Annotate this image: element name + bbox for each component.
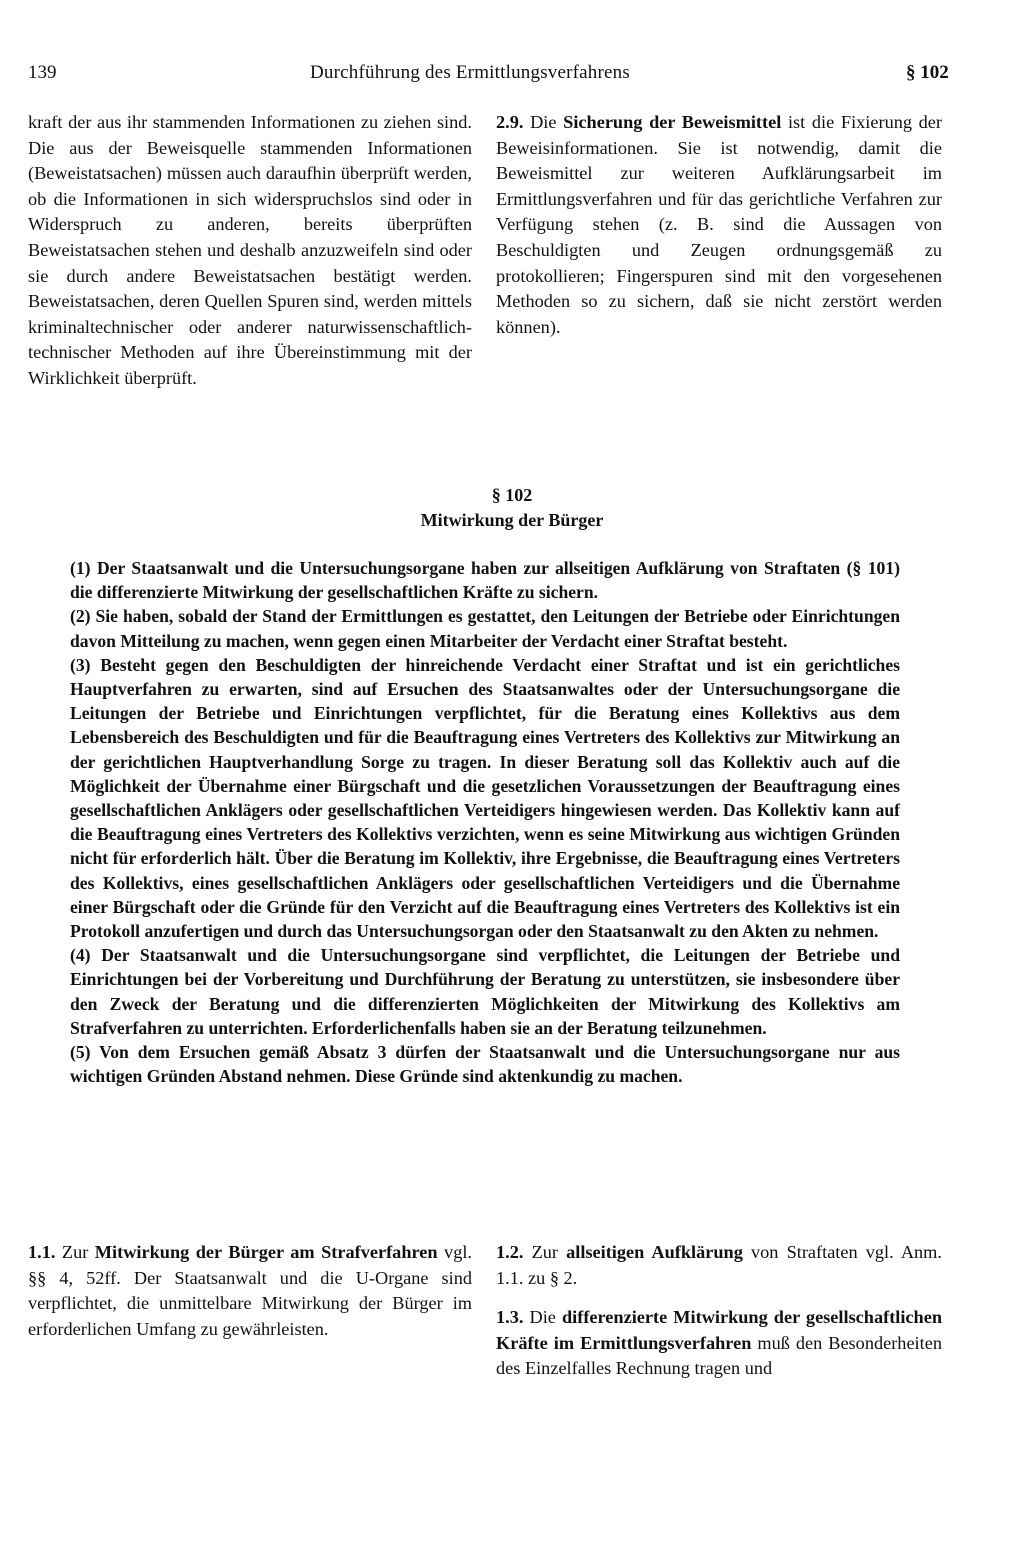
note-text: von Straftaten vgl. Anm. 1.1. zu § 2. [496, 1242, 942, 1288]
note-pre: Die [530, 112, 557, 132]
annotation-1-2 [496, 1240, 942, 1291]
commentary-paragraph: kraft der aus ihr stammenden Informationen zu ziehen sind. Die aus der Beweisquelle stammenden Informationen (Beweistatsachen) müssen auch daraufhin überprüft werden, ob die Informationen in sich widerspruchslos sind oder in Widerspruch zu anderen, bereits überprüften Beweistatsachen stehen und deshalb anzuzweifeln sind oder sie durch andere Beweistatsachen bestätigt werden. Beweistatsachen, deren Quellen Spuren sind, werden mittels kriminaltechnischer oder anderer naturwissenschaftlich-technischer Methoden auf ihre Übereinstimmung mit der Wirklichkeit überprüft. [28, 112, 472, 388]
notes-right-column [496, 1240, 942, 1382]
annotation-1-1 [28, 1240, 472, 1342]
annotation-1-3 [496, 1305, 942, 1382]
statute-paragraph-2: (2) Sie haben, sobald der Stand der Ermittlungen es gestattet, den Leitungen der Betriebe oder Einrichtungen davon Mitteilung zu machen, wenn gegen einen Mitarbeiter der Verdacht einer Straftat besteht. [70, 606, 900, 651]
spacer [496, 1291, 942, 1305]
statute-paragraph-1: (1) Der Staatsanwalt und die Untersuchungsorgane haben zur allseitigen Aufklärung von Straftaten (§ 101) die differenzierte Mitwirkung der gesellschaftlichen Kräfte zu sichern. [70, 558, 900, 603]
top-left-column [28, 110, 472, 392]
note-keyword: Mitwirkung der Bürger am Strafverfahren [94, 1242, 438, 1262]
note-keyword: Sicherung der Beweismittel [563, 112, 782, 132]
statute-paragraph-3: (3) Besteht gegen den Beschuldigten der hinreichende Verdacht einer Straftat und ist ein gerichtliches Hauptverfahren zu erwarten, sind auf Ersuchen des Staatsanwaltes oder der Untersuchungsorgane die Leitungen der Betriebe und Einrichtungen verpflichtet, für die Beratung eines Kollektivs aus dem Lebensbereich des Beschuldigten und für die Beauftragung eines Vertreters des Kollektivs zur Mitwirkung an der gerichtlichen Hauptverhandlung Sorge zu tragen. In dieser Beratung soll das Kollektiv auch auf die Möglichkeit der Übernahme einer Bürgschaft und die gesetzlichen Voraussetzungen der Beauftragung eines gesellschaftlichen Anklägers oder gesellschaftlichen Verteidigers hingewiesen werden. Das Kollektiv kann auf die Beauftragung eines Vertreters des Kollektivs verzichten, wenn es seine Mitwirkung aus wichtigen Gründen nicht für erforderlich hält. Über die Beratung im Kollektiv, ihre Ergebnisse, die Beauftragung eines Vertreters des Kollektivs, eines gesellschaftlichen Anklägers oder gesellschaftlichen Verteidigers und die Übernahme einer Bürgschaft oder die Gründe für den Verzicht auf die Beauftragung eines Vertreters des Kollektivs ist ein Protokoll anzufertigen und durch das Untersuchungsorgan oder den Staatsanwalt zu den Akten zu nehmen. [70, 654, 900, 942]
note-keyword: allseitigen Aufklärung [566, 1242, 743, 1262]
note-number: 2.9. [496, 112, 524, 132]
notes-left-column [28, 1240, 472, 1342]
section-ref: § 102 [906, 62, 949, 83]
statute-paragraph-5: (5) Von dem Ersuchen gemäß Absatz 3 dürfen der Staatsanwalt und die Untersuchungsorgane nur aus wichtigen Gründen Abstand nehmen. Diese Gründe sind aktenkundig zu machen. [70, 1042, 900, 1087]
commentary-note-2-9 [496, 110, 942, 340]
note-text: ist die Fixierung der Beweisinformationen. Sie ist notwendig, damit die Beweismittel zur weiteren Aufklärungsarbeit im Ermittlungsverfahren und für das gerichtliche Verfahren zur Verfügung stehen (z. B. sind die Aussagen von Beschuldigten und Zeugen ordnungsgemäß zu protokollieren; Fingerspuren sind mit den vorgesehenen Methoden so zu sichern, daß sie nicht zerstört werden können). [496, 112, 942, 337]
section-number: § 102 [491, 485, 533, 505]
note-number: 1.1. [28, 1242, 56, 1262]
note-number: 1.2. [496, 1242, 524, 1262]
statute-paragraph-4: (4) Der Staatsanwalt und die Untersuchungsorgane sind verpflichtet, die Leitungen der Betriebe und Einrichtungen bei der Vorbereitung und Durchführung der Beratung zu unterstützen, sie insbesondere über den Zweck der Beratung und die differenzierten Möglichkeiten der Mitwirkung des Kollektivs am Strafverfahren zu unterrichten. Erforderlichenfalls haben sie an der Beratung teilzunehmen. [70, 945, 900, 1038]
note-number: 1.3. [496, 1307, 524, 1328]
running-title: Durchführung des Ermittlungsverfahrens [310, 62, 630, 83]
statute-text [70, 556, 900, 1088]
top-right-column [496, 110, 942, 340]
note-text: muß den Besonderheiten des Einzelfalles Rechnung tragen und [496, 1332, 942, 1379]
section-title: Mitwirkung der Bürger [420, 510, 604, 530]
note-pre: Die [529, 1307, 556, 1328]
note-keyword: differenzierte Mitwirkung der gesellschaftlichen Kräfte im Ermittlungsverfahren [496, 1307, 942, 1353]
note-pre: Zur [531, 1242, 558, 1262]
note-text: vgl. §§ 4, 52ff. Der Staatsanwalt und die U-Organe sind verpflichtet, die unmittelbare Mitwirkung der Bürger im erforderlichen Umfang zu gewährleisten. [28, 1242, 472, 1339]
note-pre: Zur [61, 1242, 89, 1262]
page-number: 139 [28, 62, 57, 83]
